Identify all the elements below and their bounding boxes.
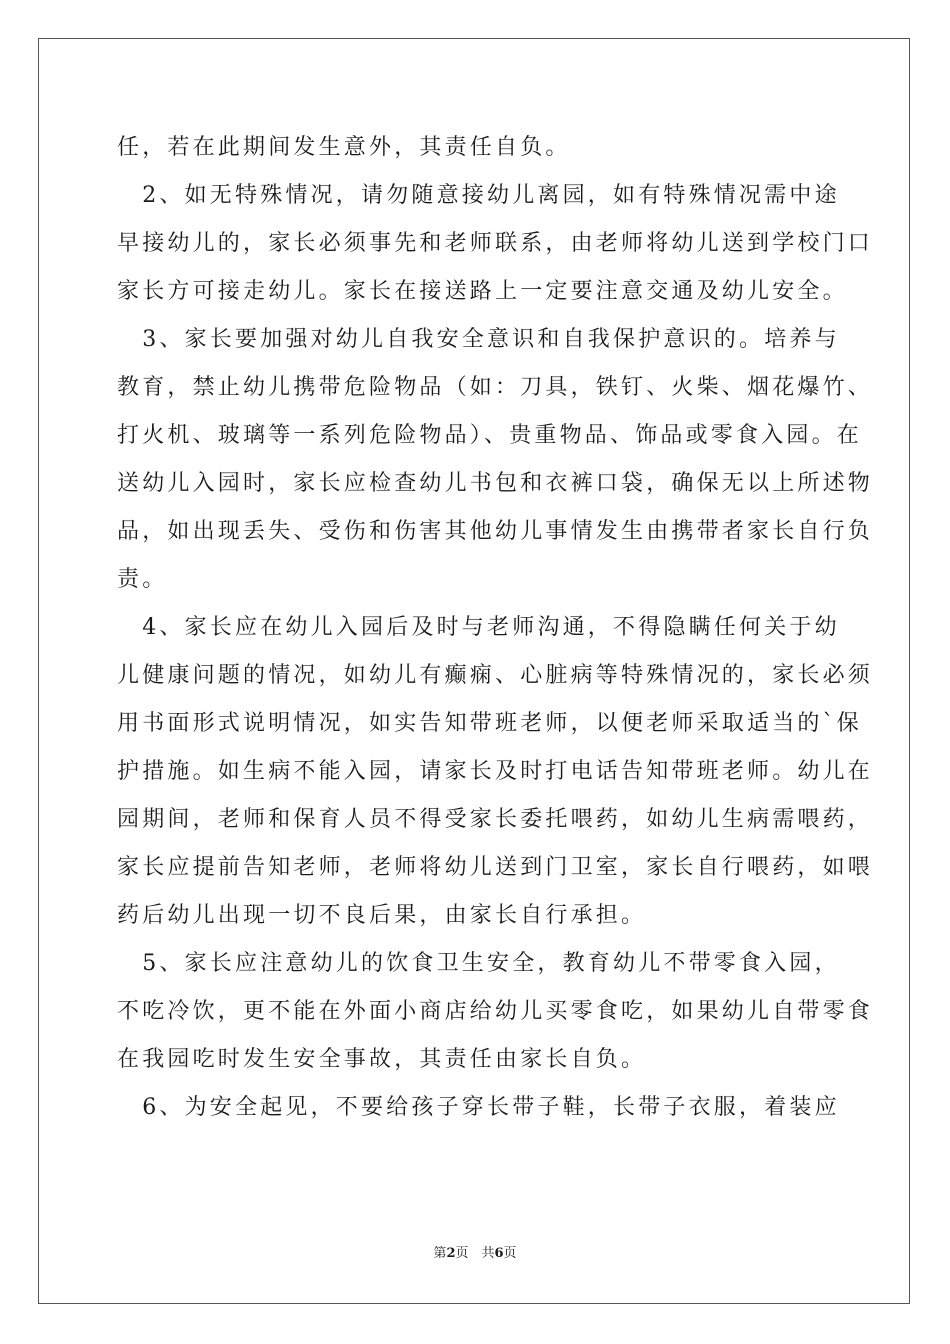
text-line: 4、家长应在幼儿入园后及时与老师沟通，不得隐瞒任何关于幼 — [117, 615, 840, 640]
text-line: 护措施。如生病不能入园，请家长及时打电话告知带班老师。幼儿在 — [117, 759, 874, 784]
footer-middle: 页 共 — [455, 1246, 495, 1261]
text-line: 6、为安全起见，不要给孩子穿长带子鞋，长带子衣服，着装应 — [117, 1095, 840, 1120]
text-line: 教育，禁止幼儿携带危险物品（如：刀具，铁钉、火柴、烟花爆竹、 — [117, 375, 874, 400]
text-line: 在我园吃时发生安全事故，其责任由家长自负。 — [117, 1047, 647, 1072]
footer-prefix: 第 — [433, 1246, 447, 1261]
text-line: 用书面形式说明情况，如实告知带班老师，以便老师采取适当的`保 — [117, 711, 863, 736]
text-line: 品，如出现丢失、受伤和伤害其他幼儿事情发生由携带者家长自行负 — [117, 519, 874, 544]
text-line: 任，若在此期间发生意外，其责任自负。 — [117, 135, 571, 160]
text-line: 家长方可接走幼儿。家长在接送路上一定要注意交通及幼儿安全。 — [117, 279, 848, 304]
total-page-count: 6 — [494, 1246, 504, 1261]
footer-suffix: 页 — [503, 1246, 517, 1261]
text-line: 药后幼儿出现一切不良后果，由家长自行承担。 — [117, 903, 647, 928]
text-line: 打火机、玻璃等一系列危险物品）、贵重物品、饰品或零食入园。在 — [117, 423, 863, 448]
text-line: 早接幼儿的，家长必须事先和老师联系，由老师将幼儿送到学校门口 — [117, 231, 874, 256]
page-footer — [0, 1244, 950, 1264]
text-line: 责。 — [117, 567, 168, 592]
text-line: 2、如无特殊情况，请勿随意接幼儿离园，如有特殊情况需中途 — [117, 183, 840, 208]
text-line: 3、家长要加强对幼儿自我安全意识和自我保护意识的。培养与 — [117, 327, 840, 352]
text-line: 儿健康问题的情况，如幼儿有癫痫、心脏病等特殊情况的，家长必须 — [117, 663, 874, 688]
text-line: 园期间，老师和保育人员不得受家长委托喂药，如幼儿生病需喂药， — [117, 807, 874, 832]
current-page-number: 2 — [446, 1246, 456, 1261]
text-line: 送幼儿入园时，家长应检查幼儿书包和衣裤口袋，确保无以上所述物 — [117, 471, 874, 496]
text-line: 5、家长应注意幼儿的饮食卫生安全，教育幼儿不带零食入园， — [117, 951, 840, 976]
document-body — [117, 124, 874, 1132]
text-line: 不吃冷饮，更不能在外面小商店给幼儿买零食吃，如果幼儿自带零食 — [117, 999, 874, 1024]
text-line: 家长应提前告知老师，老师将幼儿送到门卫室，家长自行喂药，如喂 — [117, 855, 874, 880]
